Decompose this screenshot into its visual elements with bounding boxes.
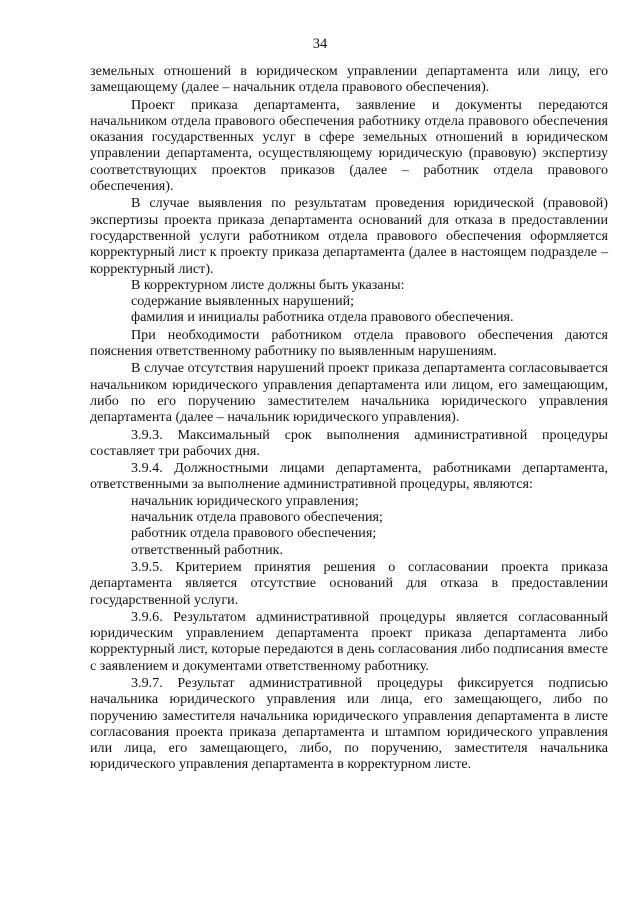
clause-3-9-6: 3.9.6. Результатом административной процедуры является согласованный юридическим управлением департамента проект приказа департамента либо корректурный лист, которые передаются в день согласования либо подписания вместе с заявлением и документами ответственному работнику. [90, 608, 608, 674]
list-item: начальник отдела правового обеспечения; [131, 509, 383, 526]
list-item: содержание выявленных нарушений; [131, 293, 355, 310]
clause-3-9-3: 3.9.3. Максимальный срок выполнения административной процедуры составляет три рабочих дня. [90, 426, 608, 459]
paragraph-approval: В случае отсутствия нарушений проект приказа департамента согласовывается начальником юридического управления департамента или лицом, его замещающим, либо по его поручению заместителем начальника юридического управления департамента (далее – начальник юридического управления). [90, 360, 608, 426]
clause-3-9-5: 3.9.5. Критерием принятия решения о согласовании проекта приказа департамента является отсутствие оснований для отказа в предоставлении государственной услуги. [90, 558, 608, 608]
paragraph-project-transfer: Проект приказа департамента, заявление и документы передаются начальником отдела правового обеспечения работнику отдела правового обеспечения оказания государственных услуг в сфере земельных отношений в юридическом управлении департамента, осуществляющему юридическую (правовую) экспертизу соответствующих проектов приказов (далее – работник отдела правового обеспечения). [90, 96, 608, 195]
paragraph-list-intro: В корректурном листе должны быть указаны: [131, 276, 405, 293]
list-item: ответственный работник. [131, 541, 283, 558]
list-item: работник отдела правового обеспечения; [131, 525, 377, 542]
clause-3-9-4: 3.9.4. Должностными лицами департамента, работниками департамента, ответственными за выполнение административной процедуры, являются: [90, 460, 608, 493]
page-number: 34 [312, 36, 328, 52]
paragraph-explanations: При необходимости работником отдела правового обеспечения даются пояснения ответственному работнику по выявленным нарушениям. [90, 326, 608, 360]
paragraph-continuation: земельных отношений в юридическом управлении департамента или лицу, его замещающему (далее – начальник отдела правового обеспечения). [90, 63, 608, 96]
list-item: фамилия и инициалы работника отдела правового обеспечения. [131, 309, 514, 326]
list-item: начальник юридического управления; [131, 492, 359, 509]
clause-3-9-7: 3.9.7. Результат административной процедуры фиксируется подписью начальника юридического управления или лица, его замещающего, либо по поручению заместителя начальника юридического управления департамента в листе согласования проекта приказа департамента и штампом юридического управления или лица, его замещающего, либо, по поручению, заместителя начальника юридического управления департамента в корректурном листе. [90, 674, 608, 773]
paragraph-refusal-grounds: В случае выявления по результатам проведения юридической (правовой) экспертизы проекта приказа департамента оснований для отказа в предоставлении государственной услуги работником отдела правового обеспечения оформляется корректурный лист к проекту приказа департамента (далее в настоящем подразделе – корректурный лист). [90, 195, 608, 277]
document-body [90, 63, 608, 773]
